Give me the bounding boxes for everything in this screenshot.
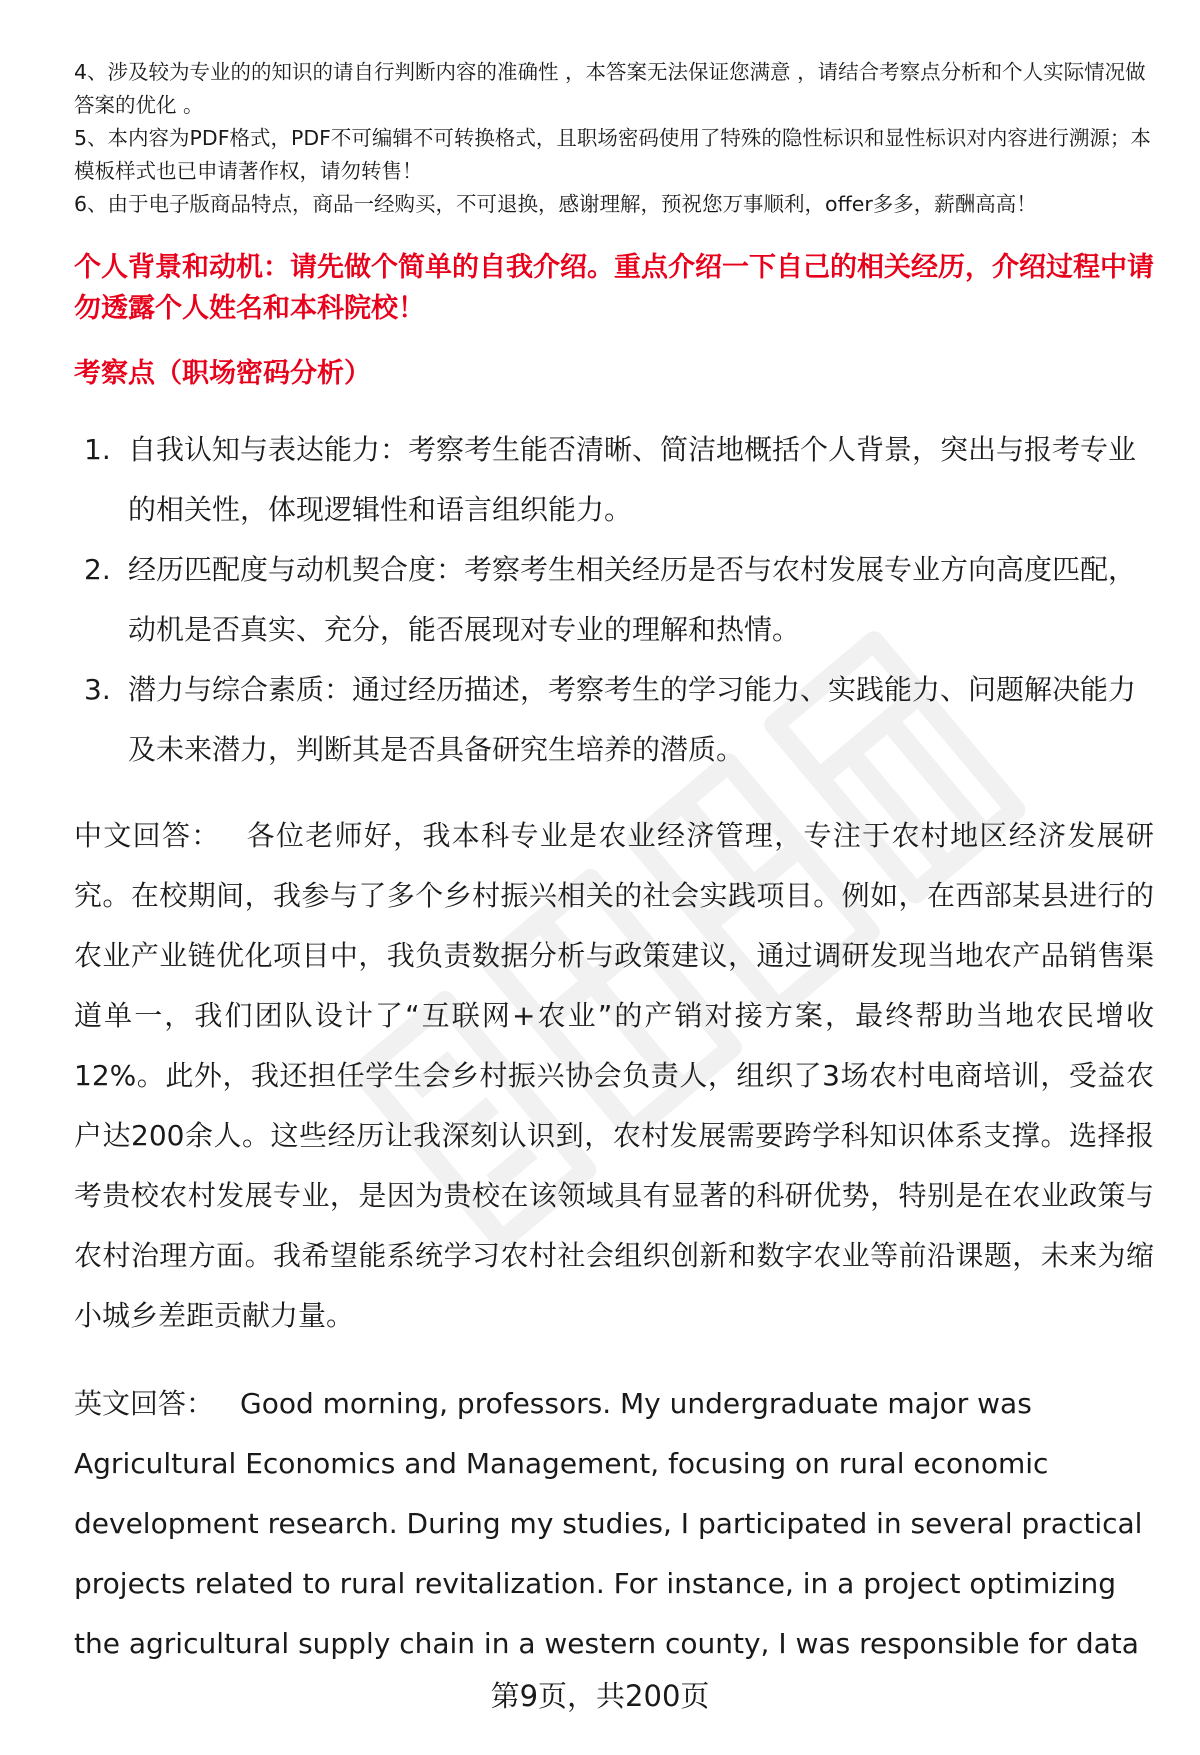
english-answer-text: Good morning, professors. My undergraduate major was Agricultural Economics and Management, focusing on rural economic development research. During my studies, I participated in several practical projects related to rural revitalization. For instance, in a project optimizing the agricultural supply chain in a western county, I was responsible for data <box>74 1387 1143 1660</box>
analysis-point <box>74 540 1154 660</box>
analysis-points-list <box>74 420 1154 780</box>
note-item: 5、本内容为PDF格式，PDF不可编辑不可转换格式，且职场密码使用了特殊的隐性标识和显性标识对内容进行溯源；本模板样式也已申请著作权，请勿转售！ <box>74 126 1151 183</box>
analysis-point <box>74 420 1154 540</box>
chinese-answer-label: 中文回答： <box>74 819 221 852</box>
page-footer: 第9页，共200页 <box>490 1679 710 1713</box>
point-number: 1. <box>84 433 111 466</box>
point-text: 潜力与综合素质：通过经历描述，考察考生的学习能力、实践能力、问题解决能力及未来潜力，判断其是否具备研究生培养的潜质。 <box>128 673 1137 766</box>
english-answer-label: 英文回答： <box>74 1387 215 1420</box>
question-heading: 个人背景和动机：请先做个简单的自我介绍。重点介绍一下自己的相关经历，介绍过程中请勿透露个人姓名和本科院校！ <box>74 252 1154 324</box>
point-number: 2. <box>84 553 111 586</box>
english-answer <box>74 1374 1154 1674</box>
chinese-answer <box>74 806 1154 1346</box>
notes-section <box>74 56 1154 221</box>
note-item: 4、涉及较为专业的的知识的请自行判断内容的准确性 ，本答案无法保证您满意 ，请结合考察点分析和个人实际情况做答案的优化 。 <box>74 60 1146 117</box>
point-text: 自我认知与表达能力：考察考生能否清晰、简洁地概括个人背景，突出与报考专业的相关性，体现逻辑性和语言组织能力。 <box>128 433 1137 526</box>
analysis-title: 考察点（职场密码分析） <box>74 358 371 389</box>
point-number: 3. <box>84 673 111 706</box>
analysis-point <box>74 660 1154 780</box>
chinese-answer-text: 各位老师好，我本科专业是农业经济管理，专注于农村地区经济发展研究。在校期间，我参与了多个乡村振兴相关的社会实践项目。例如，在西部某县进行的农业产业链优化项目中，我负责数据分析与政策建议，通过调研发现当地农产品销售渠道单一，我们团队设计了“互联网+农业”的产销对接方案，最终帮助当地农民增收12%。此外，我还担任学生会乡村振兴协会负责人，组织了3场农村电商培训，受益农户达200余人。这些经历让我深刻认识到，农村发展需要跨学科知识体系支撑。选择报考贵校农村发展专业，是因为贵校在该领域具有显著的科研优势，特别是在农业政策与农村治理方面。我希望能系统学习农村社会组织创新和数字农业等前沿课题，未来为缩小城乡差距贡献力量。 <box>74 819 1154 1332</box>
document-page <box>74 56 1154 1674</box>
point-text: 经历匹配度与动机契合度：考察考生相关经历是否与农村发展专业方向高度匹配，动机是否真实、充分，能否展现对专业的理解和热情。 <box>128 553 1137 646</box>
note-item: 6、由于电子版商品特点，商品一经购买，不可退换，感谢理解，预祝您万事顺利，offer多多，薪酬高高！ <box>74 192 1037 216</box>
